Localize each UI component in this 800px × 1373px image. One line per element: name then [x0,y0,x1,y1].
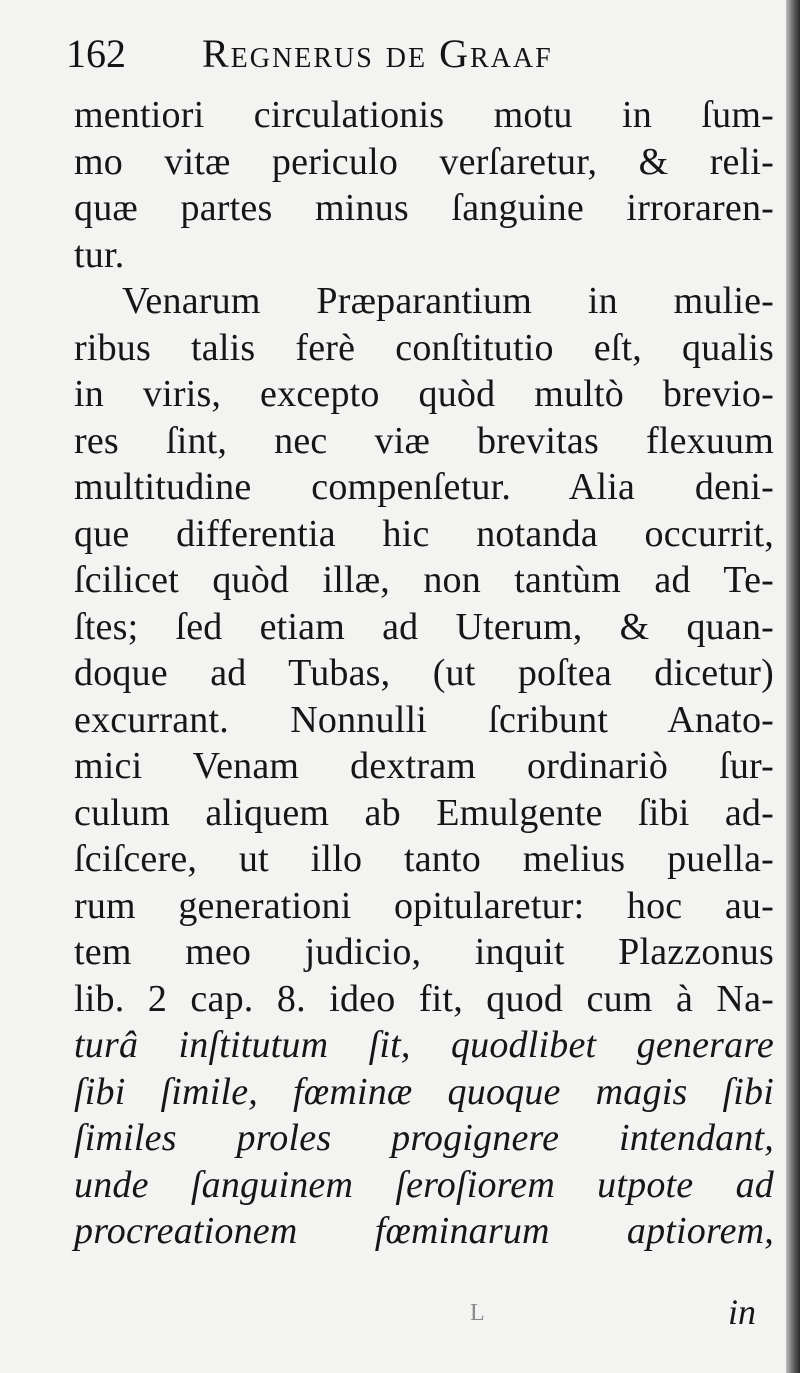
page-number: 162 [66,31,126,76]
text-line: tem meo judicio, inquit Plazzonus [74,931,774,973]
text-line: que differentia hic notanda occurrit, [74,512,774,555]
text-line: res ſint, nec viæ brevitas flexuum [74,419,774,462]
text-line: turâ inſtitutum ſit, quodlibet generare [74,1024,774,1066]
text-line: ſcilicet quòd illæ, non tantùm ad Te- [74,559,774,601]
text-line: ribus talis ferè conſtitutio eſt, qualis [74,326,774,369]
text-line: doque ad Tubas, (ut poſtea dicetur) [74,652,774,694]
text-line: ſibi ſimile, fœminæ quoque magis ſibi [74,1070,774,1113]
text-line: multitudine compenſetur. Alia deni- [74,466,774,508]
text-line: Venarum Præparantium in mulie- [122,280,774,322]
text-line: mo vitæ periculo verſaretur, & reli- [74,140,774,183]
text-line: mici Venam dextram ordinariò ſur- [74,745,774,787]
text-line: ſtes; ſed etiam ad Uterum, & quan- [74,605,774,648]
text-line: procreationem fœminarum aptiorem, [74,1210,774,1252]
text-line: quæ partes minus ſanguine irroraren- [74,187,774,229]
running-head: Regnerus de Graaf [202,31,553,76]
text-line: mentiori circulationis motu in ſum- [74,94,774,136]
text-line: ſciſcere, ut illo tanto melius puella- [74,838,774,880]
text-line: unde ſanguinem ſeroſiorem utpote ad [74,1163,774,1206]
page-edge-shadow [786,0,800,1373]
text-line: lib. 2 cap. 8. ideo fit, quod cum à Na- [74,977,774,1020]
signature-mark: L [470,1300,485,1326]
text-line: tur. [74,233,125,276]
text-line: culum aliquem ab Emulgente ſibi ad- [74,791,774,834]
text-line: in viris, excepto quòd multò brevio- [74,373,774,415]
catchword: in [727,1292,756,1332]
text-line: rum generationi opitularetur: hoc au- [74,884,774,927]
page-header [62,26,762,82]
text-line: ſimiles proles progignere intendant, [74,1117,774,1159]
body-text [74,92,774,1255]
text-line: excurrant. Nonnulli ſcribunt Anato- [74,698,774,741]
